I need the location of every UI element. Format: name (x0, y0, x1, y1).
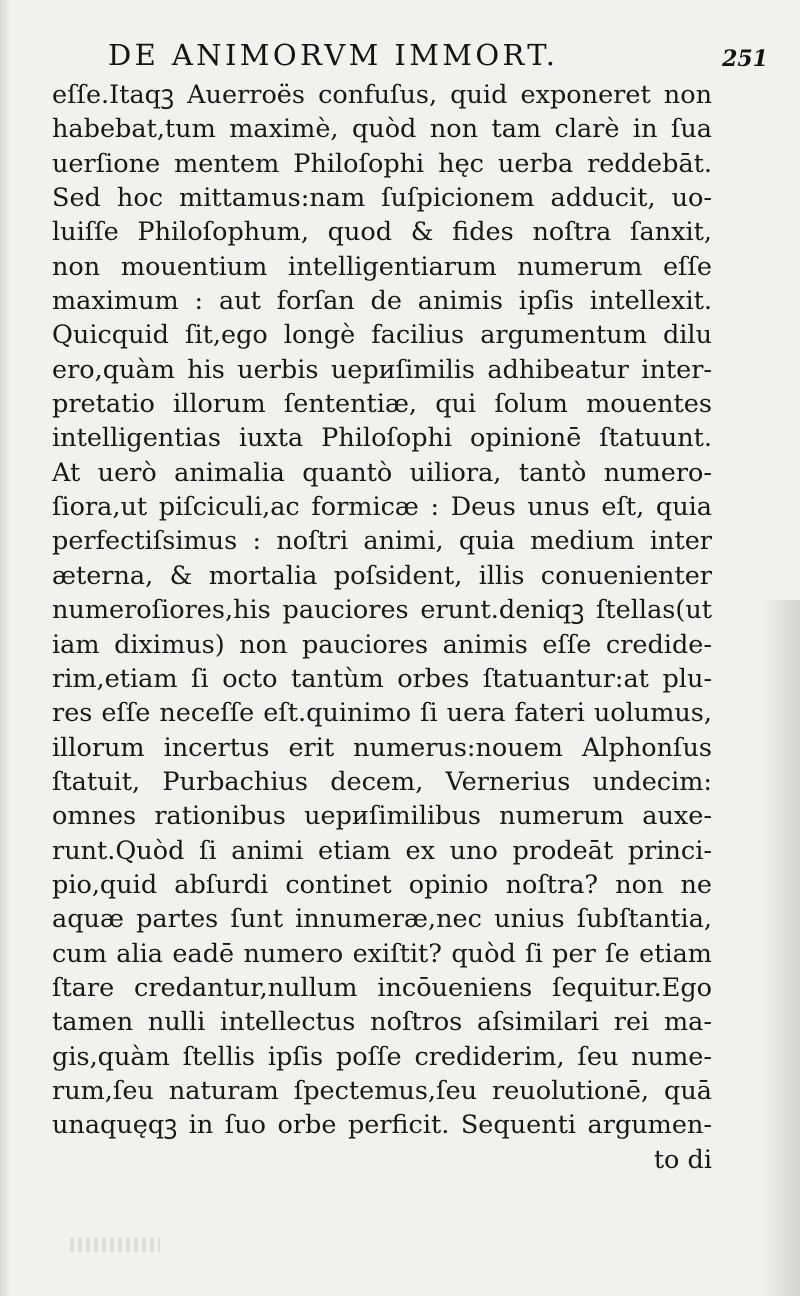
text-line: res eſſe neceſſe eſt.quinimo ſi uera fateri uolumus, (52, 698, 712, 729)
text-line: illorum incertus erit numerus:nouem Alphonſus (52, 732, 712, 763)
text-line: pretatio illorum ſententiæ, qui ſolum mouentes (52, 389, 712, 420)
text-line: rim,etiam ſi octo tantùm orbes ſtatuantur:at plu- (52, 663, 712, 694)
text-line: non mouentium intelligentiarum numerum eſſe (52, 251, 712, 282)
text-line: eſſe.Itaqꝫ Auerroës confuſus, quid exponeret non (52, 80, 712, 110)
page-header (108, 38, 768, 78)
body-text (52, 78, 712, 1177)
text-line: uerſione mentem Philoſophi hęc uerba reddebāt. (52, 148, 712, 179)
text-line: intelligentias iuxta Philoſophi opinionē ſtatuunt. (52, 423, 712, 454)
page-edge-shadow (760, 600, 800, 1296)
text-line: habebat,tum maximè, quòd non tam clarè in ſua (52, 114, 712, 145)
page-number: 251 (722, 46, 768, 72)
bleed-through-marks (70, 1238, 160, 1252)
page-gutter-edge (0, 0, 10, 1296)
running-head: DE ANIMORVM IMMORT. (108, 38, 559, 72)
text-line: tamen nulli intellectus noſtros aſsimilari rei ma- (52, 1007, 712, 1038)
text-line: At uerò animalia quantò uiliora, tantò numero- (52, 457, 712, 488)
text-line: numeroſiores,his pauciores erunt.deniqꝫ ſtellas(ut (52, 595, 712, 626)
text-line: iam diximus) non pauciores animis eſſe credide- (52, 629, 712, 660)
text-line: ſiora,ut piſciculi,ac formicæ : Deus unus eſt, quia (52, 492, 712, 523)
text-line: aquæ partes ſunt innumeræ,nec unius ſubſtantia, (52, 904, 712, 935)
text-line: maximum : aut forſan de animis ipſis intellexit. (52, 286, 712, 317)
text-line: cum alia eadē numero exiſtit? quòd ſi per ſe etiam (52, 938, 712, 969)
text-line: ero,quàm his uerbis uериſimilis adhibeatur inter- (52, 354, 712, 385)
text-line: unaquęqꝫ in ſuo orbe perficit. Sequenti argumen- (52, 1110, 712, 1141)
text-line: runt.Quòd ſi animi etiam ex uno prodeāt princi- (52, 835, 712, 866)
text-line: perfectiſsimus : noſtri animi, quia medium inter (52, 526, 712, 557)
text-line: ſtare credantur,nullum incōueniens ſequitur.Ego (52, 972, 712, 1003)
text-line: Sed hoc mittamus:nam ſuſpicionem adducit, uo- (52, 183, 712, 214)
text-line: æterna, & mortalia poſsident, illis conuenienter (52, 560, 712, 591)
text-line: rum,ſeu naturam ſpectemus,ſeu reuolutionē, quā (52, 1075, 712, 1106)
text-line: pio,quid abſurdi continet opinio noſtra? non ne (52, 869, 712, 900)
text-line: ſtatuit, Purbachius decem, Vernerius undecim: (52, 766, 712, 797)
text-line: to di (653, 1144, 712, 1175)
text-line: omnes rationibus uериſimilibus numerum auxe- (52, 801, 712, 832)
text-line: Quicquid ſit,ego longè facilius argumentum dilu (52, 320, 712, 351)
text-line: luiſſe Philoſophum, quod & fides noſtra ſanxit, (52, 217, 712, 248)
text-line: gis,quàm ſtellis ipſis poſſe crediderim, ſeu nume- (52, 1041, 712, 1072)
